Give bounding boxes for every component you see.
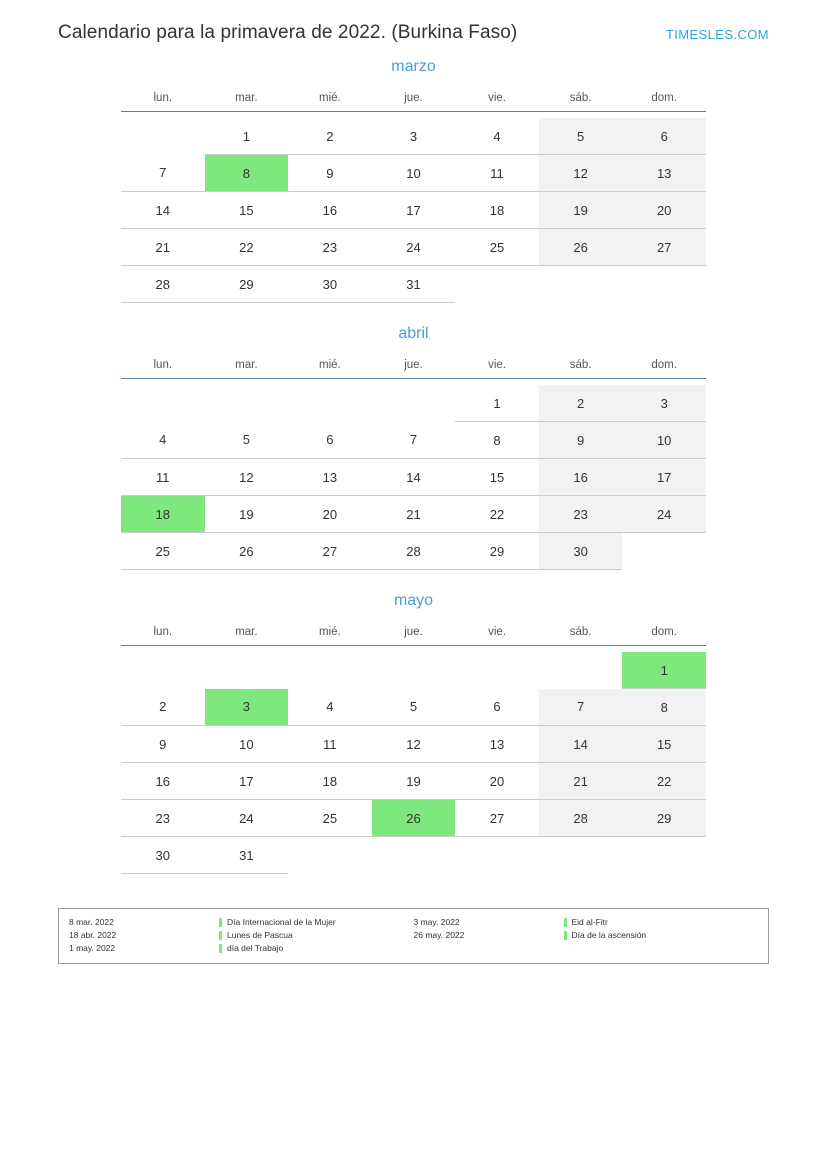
weekday-header: mar. xyxy=(205,355,289,379)
legend-names-right xyxy=(564,916,647,955)
empty-day-cell xyxy=(288,652,372,689)
day-cell[interactable]: 19 xyxy=(372,763,456,800)
weekday-header: sáb. xyxy=(539,622,623,646)
month-table xyxy=(121,88,706,303)
weekday-header: vie. xyxy=(455,355,539,379)
holiday-day-cell[interactable]: 18 xyxy=(121,496,205,533)
day-cell[interactable]: 17 xyxy=(372,192,456,229)
week-row xyxy=(121,496,706,533)
legend-names-left xyxy=(219,916,336,955)
day-cell[interactable]: 15 xyxy=(455,459,539,496)
weekend-day-cell[interactable]: 5 xyxy=(539,118,623,155)
week-row xyxy=(121,726,706,763)
weekday-header-row xyxy=(121,88,706,112)
legend-label: Día de la ascensión xyxy=(571,930,647,940)
day-cell[interactable]: 1 xyxy=(455,385,539,422)
day-cell[interactable]: 26 xyxy=(205,533,289,570)
day-cell[interactable]: 11 xyxy=(121,459,205,496)
weekend-day-cell[interactable]: 26 xyxy=(539,229,623,266)
holiday-day-cell[interactable]: 26 xyxy=(372,800,456,837)
legend-color-swatch-icon xyxy=(219,918,222,927)
month-gap xyxy=(0,570,827,592)
day-cell[interactable]: 21 xyxy=(121,229,205,266)
weekend-day-cell[interactable]: 21 xyxy=(539,763,623,800)
legend-entry xyxy=(564,929,647,942)
day-cell[interactable]: 13 xyxy=(455,726,539,763)
weekday-header: jue. xyxy=(372,355,456,379)
day-cell[interactable]: 25 xyxy=(288,800,372,837)
day-cell[interactable]: 4 xyxy=(121,422,205,459)
holiday-day-cell[interactable]: 1 xyxy=(622,652,706,689)
weekend-day-cell[interactable]: 9 xyxy=(539,422,623,459)
weekday-header: sáb. xyxy=(539,88,623,112)
legend xyxy=(58,908,769,964)
empty-day-cell xyxy=(205,385,289,422)
weekday-header: vie. xyxy=(455,622,539,646)
empty-day-cell xyxy=(455,266,539,303)
day-cell[interactable]: 28 xyxy=(121,266,205,303)
day-cell[interactable]: 30 xyxy=(288,266,372,303)
weekend-day-cell[interactable]: 6 xyxy=(622,118,706,155)
week-row xyxy=(121,422,706,459)
day-cell[interactable]: 31 xyxy=(205,837,289,874)
weekday-header: jue. xyxy=(372,88,456,112)
weekday-header: mié. xyxy=(288,622,372,646)
day-cell[interactable]: 4 xyxy=(455,118,539,155)
day-cell[interactable]: 10 xyxy=(372,155,456,192)
weekend-day-cell[interactable]: 19 xyxy=(539,192,623,229)
day-cell[interactable]: 5 xyxy=(205,422,289,459)
legend-entry xyxy=(219,942,336,955)
day-cell[interactable]: 14 xyxy=(372,459,456,496)
legend-color-swatch-icon xyxy=(219,944,222,953)
weekday-header: dom. xyxy=(622,622,706,646)
day-cell[interactable]: 29 xyxy=(205,266,289,303)
weekend-day-cell[interactable]: 23 xyxy=(539,496,623,533)
weekday-header: mié. xyxy=(288,88,372,112)
holiday-day-cell[interactable]: 3 xyxy=(205,689,289,726)
weekend-day-cell[interactable]: 28 xyxy=(539,800,623,837)
weekend-day-cell[interactable]: 24 xyxy=(622,496,706,533)
legend-date: 1 may. 2022 xyxy=(69,943,116,953)
weekend-day-cell[interactable]: 13 xyxy=(622,155,706,192)
empty-day-cell xyxy=(539,266,623,303)
day-cell[interactable]: 6 xyxy=(288,422,372,459)
weekday-header: vie. xyxy=(455,88,539,112)
legend-column-right xyxy=(414,916,759,955)
day-cell[interactable]: 27 xyxy=(288,533,372,570)
weekend-day-cell[interactable]: 2 xyxy=(539,385,623,422)
empty-day-cell xyxy=(372,652,456,689)
legend-date: 18 abr. 2022 xyxy=(69,930,117,940)
weekday-header: lun. xyxy=(121,622,205,646)
page-title: Calendario para la primavera de 2022. (Burkina Faso) xyxy=(58,22,518,43)
empty-day-cell xyxy=(121,652,205,689)
weekend-day-cell[interactable]: 15 xyxy=(622,726,706,763)
week-row xyxy=(121,229,706,266)
day-cell[interactable]: 22 xyxy=(455,496,539,533)
day-cell[interactable]: 7 xyxy=(121,155,205,192)
week-row xyxy=(121,837,706,874)
day-cell[interactable]: 8 xyxy=(455,422,539,459)
day-cell[interactable]: 11 xyxy=(288,726,372,763)
month-title: mayo xyxy=(393,592,434,609)
month-title: marzo xyxy=(391,58,436,75)
day-cell[interactable]: 20 xyxy=(455,763,539,800)
day-cell[interactable]: 15 xyxy=(205,192,289,229)
empty-day-cell xyxy=(622,266,706,303)
weekend-day-cell[interactable]: 8 xyxy=(622,689,706,726)
empty-day-cell xyxy=(121,118,205,155)
legend-entry xyxy=(219,916,336,929)
day-cell[interactable]: 23 xyxy=(288,229,372,266)
empty-day-cell xyxy=(372,837,456,874)
week-row xyxy=(121,459,706,496)
day-cell[interactable]: 29 xyxy=(455,533,539,570)
weekday-header: mié. xyxy=(288,355,372,379)
day-cell[interactable]: 25 xyxy=(455,229,539,266)
legend-label: Eid al-Fitr xyxy=(571,917,608,927)
week-row xyxy=(121,689,706,726)
weekend-day-cell[interactable]: 7 xyxy=(539,689,623,726)
weekday-header: jue. xyxy=(372,622,456,646)
month-gap xyxy=(0,303,827,325)
legend-color-swatch-icon xyxy=(564,931,567,940)
day-cell[interactable]: 2 xyxy=(121,689,205,726)
legend-dates-right xyxy=(414,916,564,955)
empty-day-cell xyxy=(372,385,456,422)
legend-entry xyxy=(219,929,336,942)
legend-column-left xyxy=(69,916,414,955)
empty-day-cell xyxy=(622,837,706,874)
brand-logo: TIMESLES.COM xyxy=(665,27,769,42)
calendars-container xyxy=(0,58,827,874)
legend-date: 8 mar. 2022 xyxy=(69,917,114,927)
week-row xyxy=(121,763,706,800)
weekend-day-cell[interactable]: 27 xyxy=(622,229,706,266)
weekend-day-cell[interactable]: 12 xyxy=(539,155,623,192)
holiday-day-cell[interactable]: 8 xyxy=(205,155,289,192)
empty-day-cell xyxy=(539,652,623,689)
weekend-day-cell[interactable]: 14 xyxy=(539,726,623,763)
month-table xyxy=(121,355,706,570)
weekday-header: lun. xyxy=(121,88,205,112)
week-row xyxy=(121,266,706,303)
weekend-day-cell[interactable]: 29 xyxy=(622,800,706,837)
day-cell[interactable]: 9 xyxy=(288,155,372,192)
month-block xyxy=(121,58,706,303)
week-row xyxy=(121,385,706,422)
empty-day-cell xyxy=(622,533,706,570)
month-title: abril xyxy=(398,325,429,342)
weekday-header: mar. xyxy=(205,622,289,646)
day-cell[interactable]: 23 xyxy=(121,800,205,837)
day-cell[interactable]: 18 xyxy=(288,763,372,800)
day-cell[interactable]: 5 xyxy=(372,689,456,726)
day-cell[interactable]: 2 xyxy=(288,118,372,155)
legend-date: 26 may. 2022 xyxy=(413,930,465,940)
legend-entry xyxy=(564,916,647,929)
day-cell[interactable]: 6 xyxy=(455,689,539,726)
legend-label: Día Internacional de la Mujer xyxy=(227,917,336,927)
day-cell[interactable]: 27 xyxy=(455,800,539,837)
day-cell[interactable]: 17 xyxy=(205,763,289,800)
day-cell[interactable]: 16 xyxy=(121,763,205,800)
weekday-header: lun. xyxy=(121,355,205,379)
day-cell[interactable]: 7 xyxy=(372,422,456,459)
day-cell[interactable]: 28 xyxy=(372,533,456,570)
empty-day-cell xyxy=(455,652,539,689)
weekend-day-cell[interactable]: 17 xyxy=(622,459,706,496)
day-cell[interactable]: 1 xyxy=(205,118,289,155)
weekday-header-row xyxy=(121,355,706,379)
legend-color-swatch-icon xyxy=(564,918,567,927)
day-cell[interactable]: 12 xyxy=(205,459,289,496)
day-cell[interactable]: 18 xyxy=(455,192,539,229)
weekday-header: sáb. xyxy=(539,355,623,379)
day-cell[interactable]: 19 xyxy=(205,496,289,533)
legend-date: 3 may. 2022 xyxy=(413,917,460,927)
month-table xyxy=(121,622,706,874)
day-cell[interactable]: 16 xyxy=(288,192,372,229)
empty-day-cell xyxy=(539,837,623,874)
day-cell[interactable]: 31 xyxy=(372,266,456,303)
day-cell[interactable]: 24 xyxy=(372,229,456,266)
weekday-header-row xyxy=(121,622,706,646)
week-row xyxy=(121,192,706,229)
day-cell[interactable]: 9 xyxy=(121,726,205,763)
month-block xyxy=(121,325,706,570)
week-row xyxy=(121,533,706,570)
legend-color-swatch-icon xyxy=(219,931,222,940)
day-cell[interactable]: 24 xyxy=(205,800,289,837)
weekday-header: mar. xyxy=(205,88,289,112)
day-cell[interactable]: 3 xyxy=(372,118,456,155)
empty-day-cell xyxy=(121,385,205,422)
day-cell[interactable]: 4 xyxy=(288,689,372,726)
week-row xyxy=(121,118,706,155)
empty-day-cell xyxy=(205,652,289,689)
weekday-header: dom. xyxy=(622,355,706,379)
weekend-day-cell[interactable]: 3 xyxy=(622,385,706,422)
legend-dates-left xyxy=(69,916,219,955)
day-cell[interactable]: 25 xyxy=(121,533,205,570)
day-cell[interactable]: 20 xyxy=(288,496,372,533)
legend-label: día del Trabajo xyxy=(227,943,284,953)
day-cell[interactable]: 14 xyxy=(121,192,205,229)
legend-label: Lunes de Pascua xyxy=(227,930,293,940)
day-cell[interactable]: 11 xyxy=(455,155,539,192)
weekend-day-cell[interactable]: 10 xyxy=(622,422,706,459)
month-block xyxy=(121,592,706,874)
empty-day-cell xyxy=(288,385,372,422)
week-row xyxy=(121,652,706,689)
day-cell[interactable]: 30 xyxy=(121,837,205,874)
empty-day-cell xyxy=(455,837,539,874)
empty-day-cell xyxy=(288,837,372,874)
day-cell[interactable]: 12 xyxy=(372,726,456,763)
weekday-header: dom. xyxy=(622,88,706,112)
weekend-day-cell[interactable]: 16 xyxy=(539,459,623,496)
page-header xyxy=(0,0,827,44)
day-cell[interactable]: 22 xyxy=(205,229,289,266)
day-cell[interactable]: 13 xyxy=(288,459,372,496)
day-cell[interactable]: 21 xyxy=(372,496,456,533)
week-row xyxy=(121,800,706,837)
day-cell[interactable]: 10 xyxy=(205,726,289,763)
weekend-day-cell[interactable]: 22 xyxy=(622,763,706,800)
week-row xyxy=(121,155,706,192)
weekend-day-cell[interactable]: 20 xyxy=(622,192,706,229)
weekend-day-cell[interactable]: 30 xyxy=(539,533,623,570)
